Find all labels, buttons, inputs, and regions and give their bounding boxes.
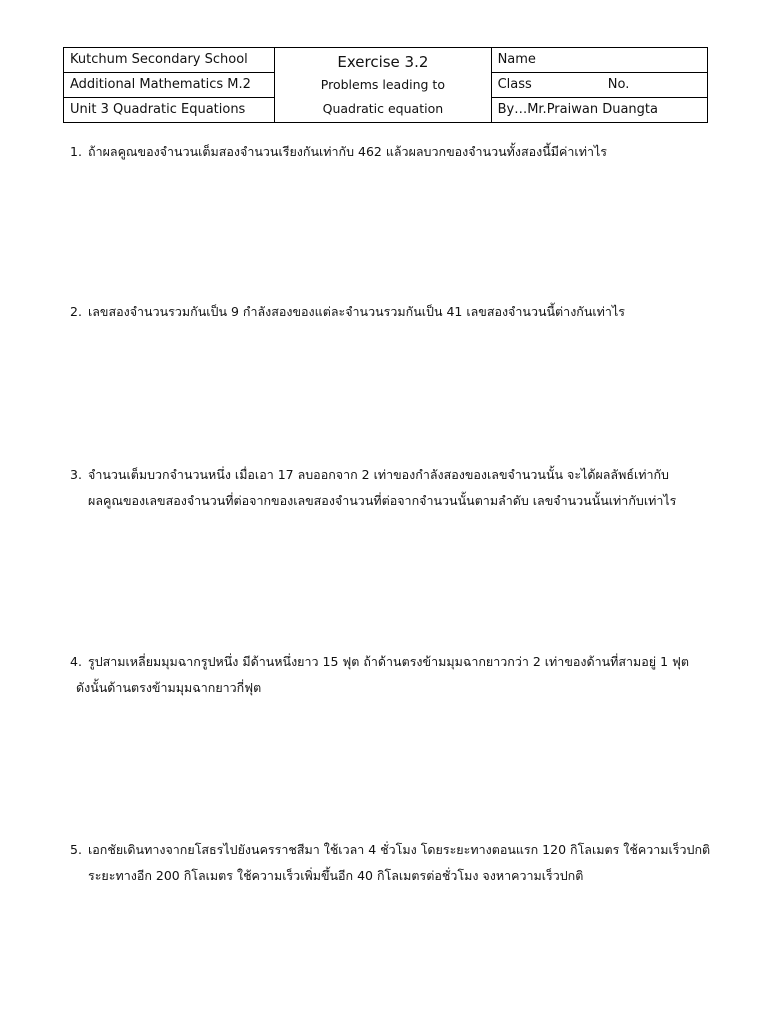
author-name: By…Mr.Praiwan Duangta — [491, 97, 707, 122]
exercise-subtitle-line-2: Quadratic equation — [322, 101, 444, 116]
question-number: 5. — [70, 842, 82, 857]
exercise-subtitle-line-1: Problems leading to — [320, 77, 445, 92]
question-number: 4. — [70, 654, 82, 669]
question-1 — [70, 139, 720, 165]
unit-name: Unit 3 Quadratic Equations — [64, 97, 275, 122]
question-number: 3. — [70, 467, 82, 482]
number-label: No. — [607, 77, 630, 93]
question-text: จำนวนเต็มบวกจำนวนหนึ่ง เมื่อเอา 17 ลบออกจาก 2 เท่าของกำลังสองของเลขจำนวนนั้น จะได้ผลลัพธ์เท่ากับ — [88, 467, 669, 482]
question-text: รูปสามเหลี่ยมมุมฉากรูปหนึ่ง มีด้านหนึ่งยาว 15 ฟุต ถ้าด้านตรงข้ามมุมฉากยาวกว่า 2 เท่าของด้านที่สามอยู่ 1 ฟุต — [88, 654, 689, 669]
question-text: ถ้าผลคูณของจำนวนเต็มสองจำนวนเรียงกันเท่ากับ 462 แล้วผลบวกของจำนวนทั้งสองนี้มีค่าเท่าไร — [88, 144, 607, 159]
question-4 — [70, 649, 720, 701]
class-label: Class — [497, 77, 532, 93]
worksheet-header-table — [63, 47, 708, 123]
name-field — [491, 48, 707, 73]
question-2 — [70, 299, 720, 325]
question-3 — [70, 462, 720, 514]
question-5 — [70, 837, 720, 889]
question-text-continued: ผลคูณของเลขสองจำนวนที่ต่อจากของเลขสองจำนวนที่ต่อจากจำนวนนั้นตามลำดับ เลขจำนวนนั้นเท่ากับเท่าไร — [88, 493, 677, 508]
question-text-continued: ดังนั้นด้านตรงข้ามมุมฉากยาวกี่ฟุต — [76, 680, 262, 695]
class-number-field — [491, 72, 707, 97]
question-number: 1. — [70, 144, 82, 159]
name-label: Name — [497, 52, 536, 68]
question-text-continued: ระยะทางอีก 200 กิโลเมตร ใช้ความเร็วเพิ่มขึ้นอีก 40 กิโลเมตรต่อชั่วโมง จงหาความเร็วปกติ — [88, 868, 584, 883]
school-name: Kutchum Secondary School — [64, 48, 275, 73]
question-text: เลขสองจำนวนรวมกันเป็น 9 กำลังสองของแต่ละจำนวนรวมกันเป็น 41 เลขสองจำนวนนี้ต่างกันเท่าไร — [88, 304, 625, 319]
subject-name: Additional Mathematics M.2 — [64, 72, 275, 97]
exercise-title: Exercise 3.2 — [337, 53, 429, 71]
question-text: เอกชัยเดินทางจากยโสธรไปยังนครราชสีมา ใช้เวลา 4 ชั่วโมง โดยระยะทางตอนแรก 120 กิโลเมตร ใช้ความเร็วปกติ — [88, 842, 711, 857]
header-row-1 — [64, 48, 708, 73]
question-number: 2. — [70, 304, 82, 319]
exercise-title-cell — [275, 48, 491, 123]
